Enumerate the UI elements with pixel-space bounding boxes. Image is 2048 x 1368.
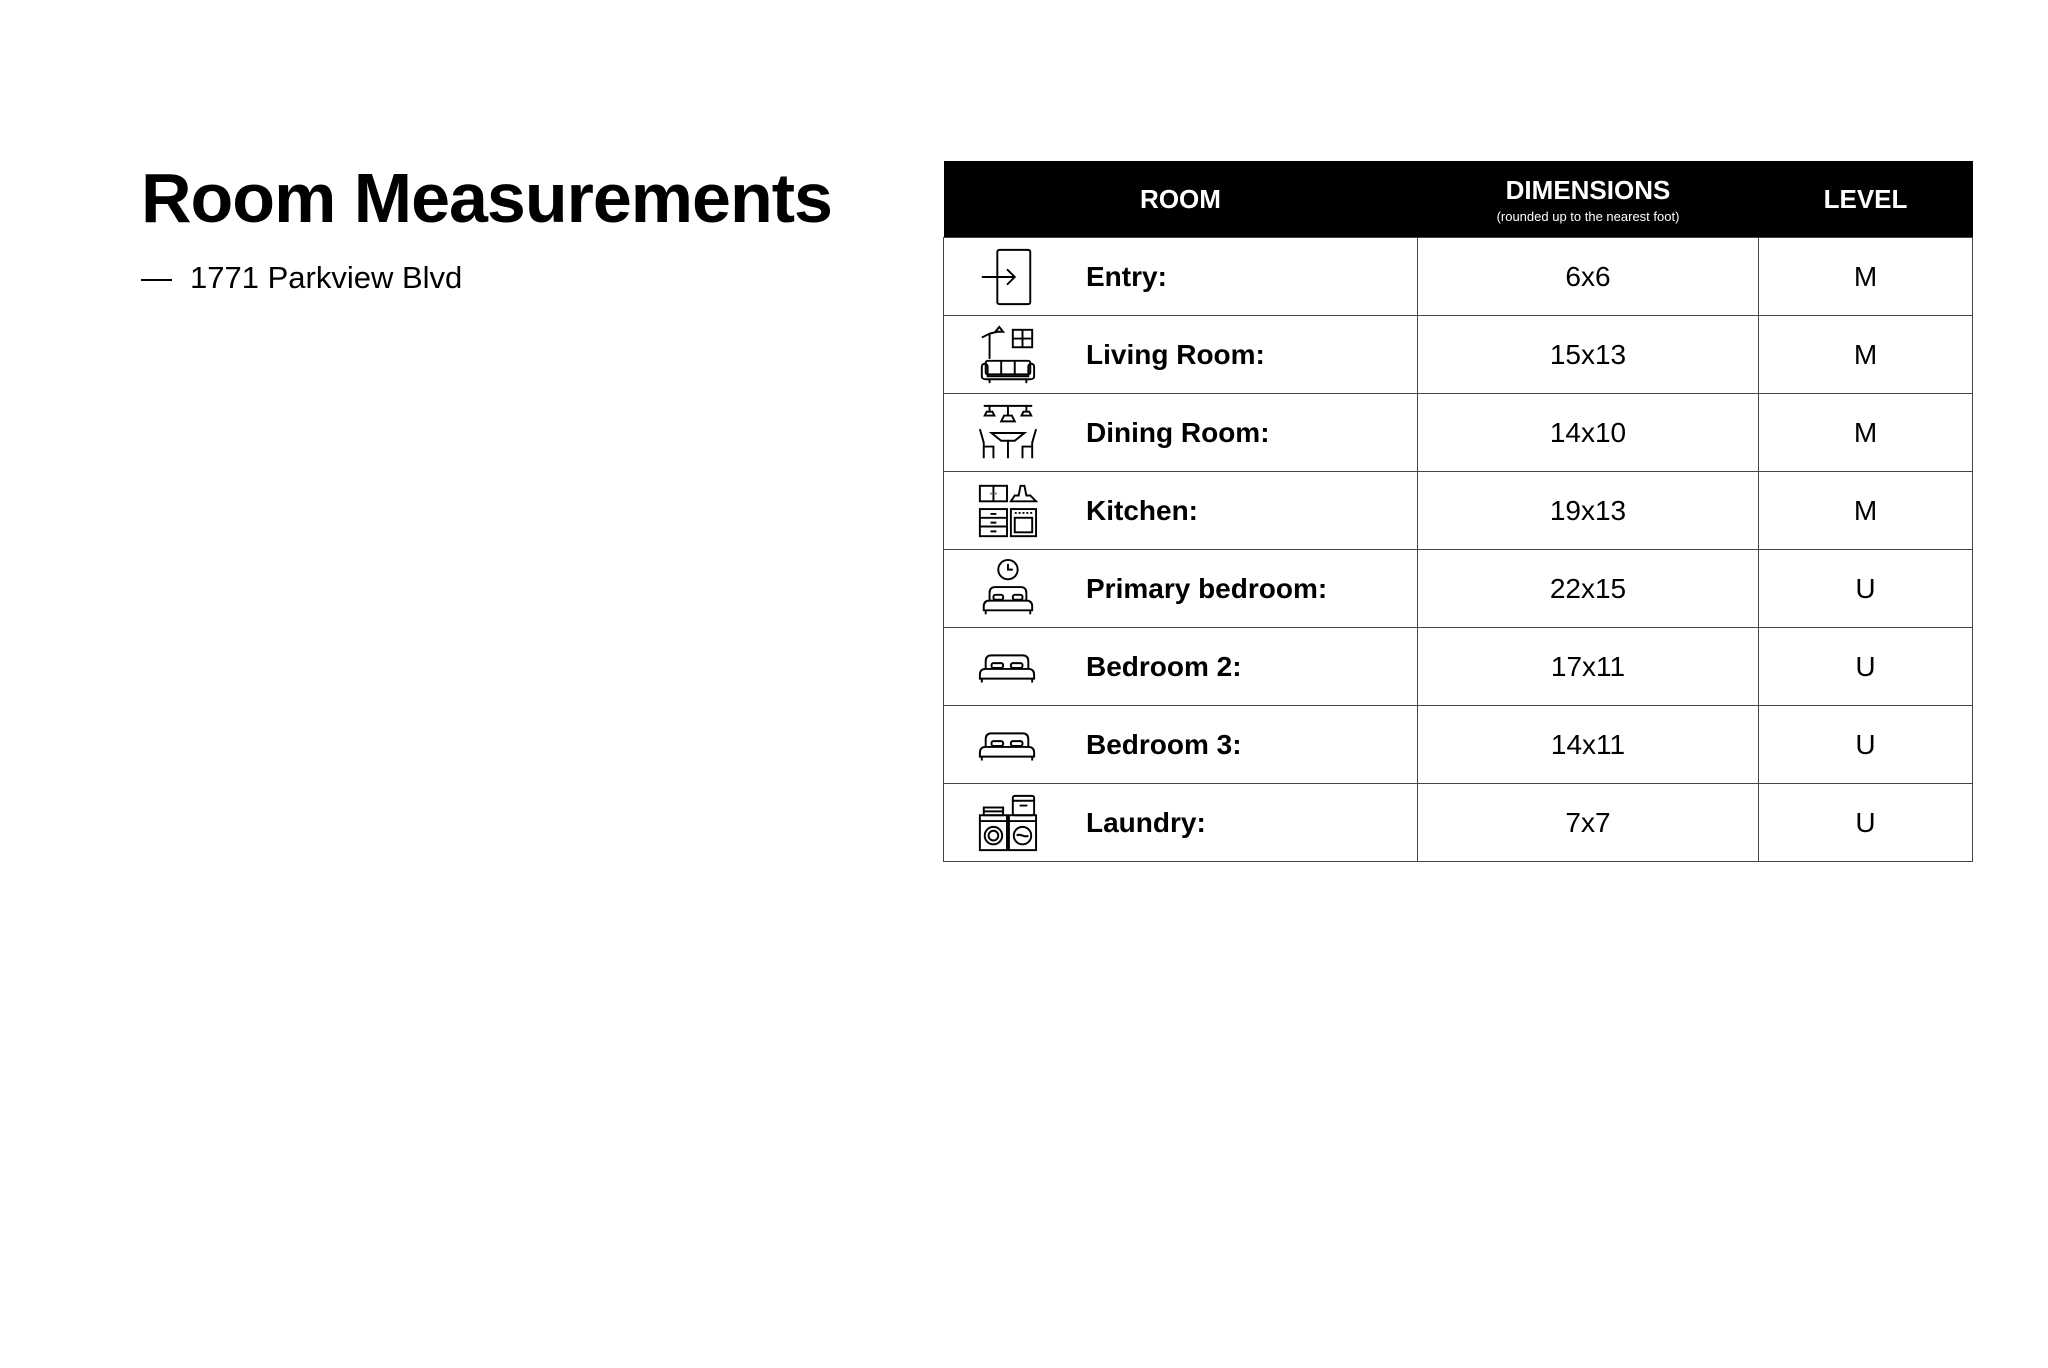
level-cell: M <box>1759 316 1973 394</box>
laundry-icon <box>974 790 1040 856</box>
room-cell <box>944 628 1418 706</box>
room-name: Dining Room: <box>1086 416 1270 448</box>
table-row <box>944 628 1973 706</box>
dimensions-cell: 22x15 <box>1418 550 1759 628</box>
table-row <box>944 316 1973 394</box>
dimensions-header-note: (rounded up to the nearest foot) <box>1496 208 1680 224</box>
dimensions-cell: 6x6 <box>1418 238 1759 316</box>
table-row <box>944 238 1973 316</box>
dining-room-icon <box>974 400 1040 466</box>
room-cell <box>944 238 1418 316</box>
column-header-level: LEVEL <box>1759 161 1973 238</box>
room-name: Living Room: <box>1086 338 1265 370</box>
level-cell: M <box>1759 238 1973 316</box>
level-cell: U <box>1759 550 1973 628</box>
entry-door-icon <box>974 244 1040 310</box>
room-cell <box>944 706 1418 784</box>
dimensions-cell: 15x13 <box>1418 316 1759 394</box>
table-header-row <box>944 161 1973 238</box>
room-name: Primary bedroom: <box>1086 572 1328 604</box>
room-cell <box>944 472 1418 550</box>
room-name: Laundry: <box>1086 806 1206 838</box>
level-cell: M <box>1759 472 1973 550</box>
room-name: Bedroom 3: <box>1086 728 1242 760</box>
room-name: Bedroom 2: <box>1086 650 1242 682</box>
bed-icon <box>974 712 1040 778</box>
dimensions-cell: 19x13 <box>1418 472 1759 550</box>
table-row <box>944 394 1973 472</box>
level-cell: M <box>1759 394 1973 472</box>
table-row <box>944 550 1973 628</box>
dimensions-cell: 7x7 <box>1418 784 1759 862</box>
room-measurements-table <box>943 161 1973 862</box>
table-row <box>944 706 1973 784</box>
column-header-room: ROOM <box>944 161 1418 238</box>
dimensions-header-label: DIMENSIONS <box>1505 174 1671 205</box>
level-cell: U <box>1759 628 1973 706</box>
room-cell <box>944 550 1418 628</box>
property-address <box>141 260 462 296</box>
table-row <box>944 472 1973 550</box>
address-dash: — <box>141 260 172 295</box>
address-text: 1771 Parkview Blvd <box>190 260 463 295</box>
room-name: Kitchen: <box>1086 494 1198 526</box>
living-room-icon <box>974 322 1040 388</box>
kitchen-icon <box>974 478 1040 544</box>
bed-icon <box>974 634 1040 700</box>
dimensions-cell: 14x11 <box>1418 706 1759 784</box>
room-cell <box>944 316 1418 394</box>
level-cell: U <box>1759 706 1973 784</box>
room-cell <box>944 784 1418 862</box>
room-name: Entry: <box>1086 260 1167 292</box>
page-title: Room Measurements <box>141 159 832 237</box>
dimensions-cell: 17x11 <box>1418 628 1759 706</box>
room-cell <box>944 394 1418 472</box>
table-row <box>944 784 1973 862</box>
level-cell: U <box>1759 784 1973 862</box>
dimensions-cell: 14x10 <box>1418 394 1759 472</box>
column-header-dimensions <box>1418 161 1759 238</box>
primary-bedroom-icon <box>974 556 1040 622</box>
